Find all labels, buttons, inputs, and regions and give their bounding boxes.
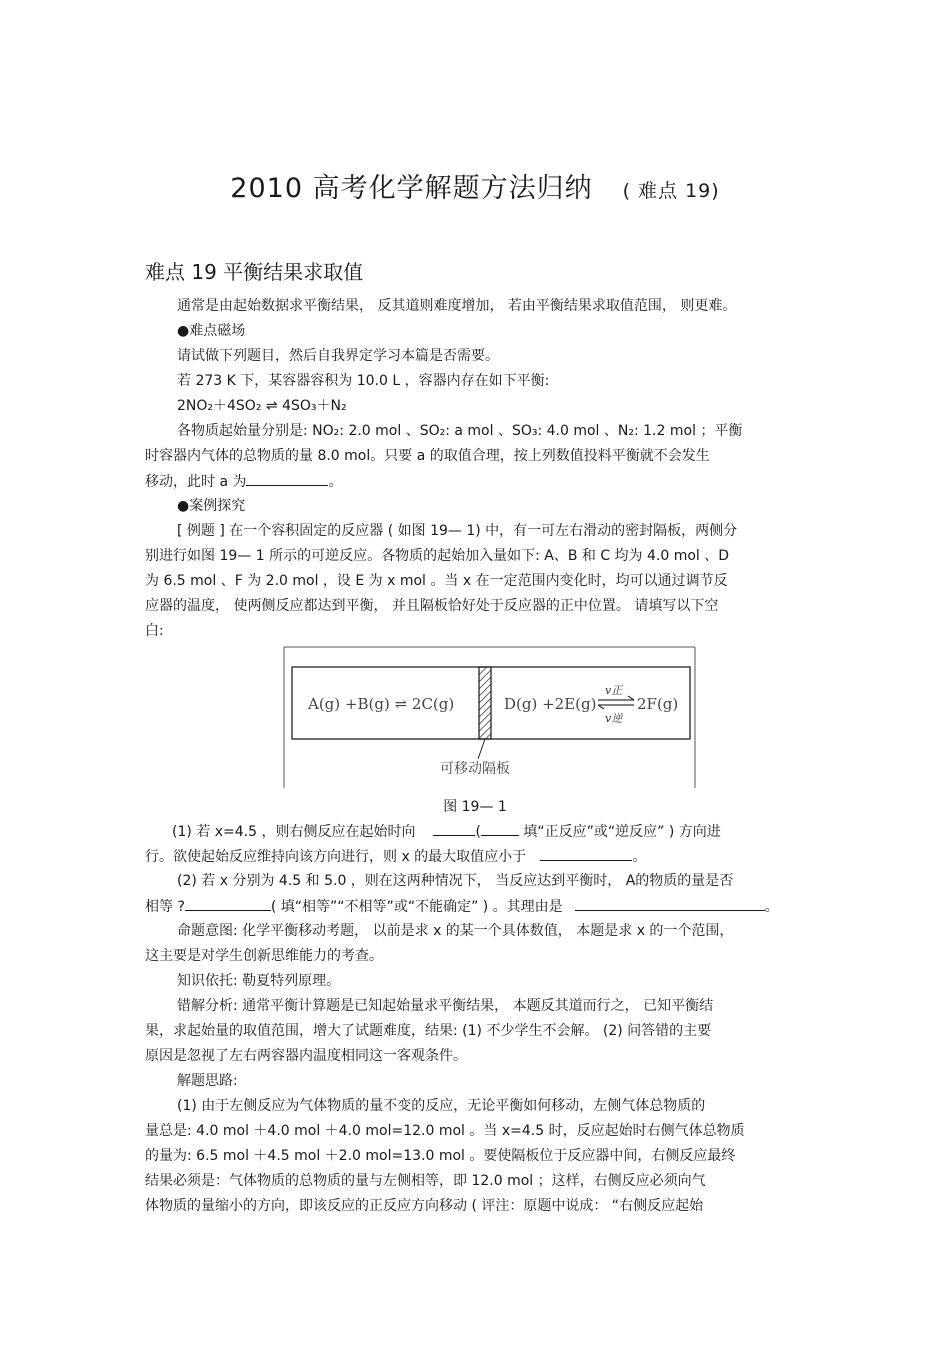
reactor-figure	[282, 645, 697, 790]
magnet-heading: ●难点磁场	[177, 323, 246, 339]
analysis-line: 这主要是对学生创新思维能力的考查。	[145, 948, 383, 964]
question-1-line	[145, 846, 646, 867]
answer-blank[interactable]	[433, 821, 475, 836]
case-line: 别进行如图 19— 1 所示的可逆反应。各物质的起始加入量如下: A、B 和 C 均为 4.0 mol 、D	[145, 548, 730, 564]
case-line: [ 例题 ] 在一个容积固定的反应器 ( 如图 19— 1) 中，有一可左右滑动的密封隔板，两侧分	[177, 523, 738, 539]
analysis-line: 体物质的量缩小的方向，即该反应的正反应方向移动 ( 评注：原题中说成： “右侧反应起始	[145, 1198, 704, 1214]
partition-pointer	[478, 739, 485, 759]
analysis-line: 错解分析: 通常平衡计算题是已知起始量求平衡结果， 本题反其道而行之， 已知平衡结	[177, 998, 714, 1014]
figure-caption: 图 19— 1	[443, 799, 507, 815]
analysis-line: 命题意图: 化学平衡移动考题， 以前是求 x 的某一个具体数值， 本题是求 x 的一个范围，	[177, 923, 734, 939]
question-text: 相等 ?	[145, 899, 185, 915]
intro-text: 移动，此时 a 为	[145, 474, 247, 490]
partition-label: 可移动隔板	[440, 761, 510, 777]
intro-text: 。	[328, 474, 343, 490]
answer-blank[interactable]	[575, 896, 765, 911]
v-forward-label: v正	[605, 684, 623, 697]
intro-line: 若 273 K 下，某容器容积为 10.0 L ，容器内存在如下平衡:	[177, 373, 550, 389]
question-text: 。	[632, 849, 647, 865]
analysis-line: 的量为: 6.5 mol ＋4.5 mol ＋2.0 mol=13.0 mol 。要使隔板位于反应器中间，右侧反应最终	[145, 1148, 736, 1164]
analysis-line: 原因是忽视了左右两容器内温度相同这一客观条件。	[145, 1048, 467, 1064]
intro-line: 请试做下列题目，然后自我界定学习本篇是否需要。	[177, 348, 499, 364]
case-line: 为 6.5 mol 、F 为 2.0 mol ，设 E 为 x mol 。当 x 在一定范围内变化时，均可以通过调节反	[145, 573, 728, 589]
analysis-line: 量总是: 4.0 mol ＋4.0 mol ＋4.0 mol=12.0 mol 。当 x=4.5 时，反应起始时右侧气体总物质	[145, 1123, 745, 1139]
analysis-line: 知识依托: 勒夏特列原理。	[177, 973, 341, 989]
answer-blank[interactable]	[185, 896, 271, 911]
equation: 2NO₂＋4SO₂ ⇌ 4SO₃＋N₂	[177, 398, 347, 414]
intro-line: 时容器内气体的总物质的量 8.0 mol。只要 a 的取值合理，按上列数值投料平衡就不会发生	[145, 448, 710, 464]
answer-blank[interactable]	[540, 846, 632, 861]
v-reverse-label: v逆	[605, 712, 623, 725]
analysis-line: 果，求起始量的取值范围，增大了试题难度，结果: (1) 不少学生不会解。 (2) 问答错的主要	[145, 1023, 712, 1039]
question-text: 。	[764, 899, 779, 915]
case-heading: ●案例探究	[177, 498, 246, 514]
document-title	[0, 166, 950, 205]
answer-blank[interactable]	[246, 471, 328, 486]
intro-line: 各物质起始量分别是: NO₂: 2.0 mol 、SO₂: a mol 、SO₃: 4.0 mol 、N₂: 1.2 mol ；平衡	[177, 423, 743, 439]
analysis-line: (1) 由于左侧反应为气体物质的量不变的反应，无论平衡如何移动，左侧气体总物质的	[177, 1098, 706, 1114]
question-text: ( 填“相等”“不相等”或“不能确定” ) 。其理由是	[270, 899, 563, 915]
title-sub: ( 难点 19)	[622, 180, 720, 202]
right-reaction-product: 2F(g)	[637, 695, 679, 713]
movable-partition[interactable]	[479, 667, 491, 739]
question-text: 填“正反应”或“逆反应” ) 方向进	[518, 824, 721, 840]
title-main: 2010 高考化学解题方法归纳	[230, 173, 593, 204]
analysis-line: 解题思路:	[177, 1073, 238, 1089]
section-heading: 难点 19 平衡结果求取值	[145, 260, 364, 284]
question-text: (1) 若 x=4.5 ，则右侧反应在起始时向	[172, 824, 416, 840]
intro-line-blank	[145, 471, 342, 492]
case-line: 白:	[145, 623, 164, 639]
intro-line: 通常是由起始数据求平衡结果， 反其道则难度增加， 若由平衡结果求取值范围， 则更难。	[177, 298, 737, 314]
left-reaction-text: A(g) +B(g) ⇌ 2C(g)	[308, 695, 455, 713]
question-text: 行。欲使起始反应维持向该方向进行，则 x 的最大取值应小于	[145, 849, 527, 865]
question-text: (	[475, 824, 481, 840]
question-2-line: (2) 若 x 分别为 4.5 和 5.0 ，则在这两种情况下， 当反应达到平衡时， A的物质的量是否	[177, 873, 734, 889]
analysis-line: 结果必须是：气体物质的总物质的量与左侧相等，即 12.0 mol ；这样，右侧反应必须向气	[145, 1173, 706, 1189]
answer-blank[interactable]	[481, 821, 519, 836]
case-line: 应器的温度， 使两侧反应都达到平衡， 并且隔板恰好处于反应器的正中位置。 请填写以下空	[145, 598, 719, 614]
question-2-line	[145, 896, 779, 917]
question-1-line	[172, 821, 721, 842]
right-reaction-reactants: D(g) +2E(g)	[504, 695, 597, 713]
